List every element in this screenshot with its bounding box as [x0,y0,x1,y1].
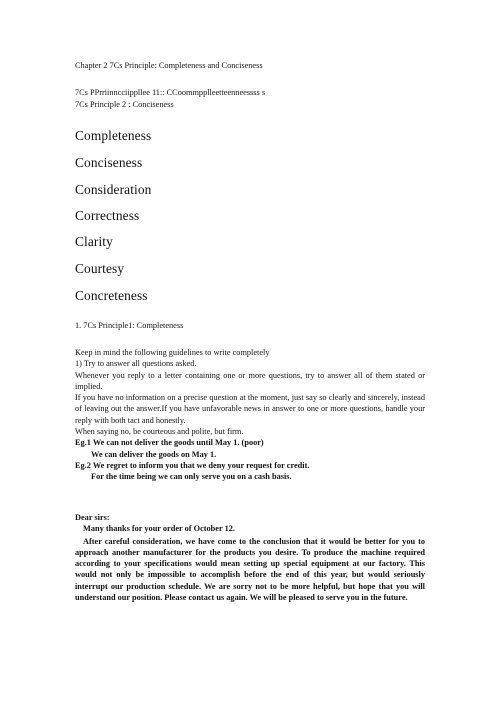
answer-all-paragraph: Whenever you reply to a letter containing one or more questions, try to answer all of them stated or implied. [75,370,425,391]
seven-cs-item-conciseness: Conciseness [75,155,143,170]
example-1-improved: We can deliver the goods on May 1. [91,449,217,459]
seven-cs-item-clarity: Clarity [75,234,113,249]
letter-salutation: Dear sirs: [75,513,110,522]
seven-cs-item-completeness: Completeness [75,128,152,143]
guideline-1: 1) Try to answer all questions asked. [75,359,197,369]
seven-cs-item-correctness: Correctness [75,208,140,223]
seven-cs-item-consideration: Consideration [75,182,152,197]
letter-first-line: Many thanks for your order of October 12. [83,524,235,534]
section-1-heading: 1. 7Cs Principle1: Completeness [75,321,184,330]
seven-cs-item-concreteness: Concreteness [75,288,148,303]
letter-body: After careful consideration, we have come to the conclusion that it would be better for you to approach another manufacturer for the products you desire. To produce the machine required according to your specifications would mean setting up special equipment at our factory. This would not only be impossible to accomplish before the end of this year, but would seriously interrupt our production schedule. We are sorry not to be more helpful, but hope that you will understand our position. Please contact us again. We will be pleased to serve you in the future. [75,536,425,603]
example-1: Eg.1 We can not deliver the goods until May 1. (poor) [75,438,264,448]
garbled-principle-line: 7Cs PPrriinncciippllee 11:: CCoommpplleetteenneessss s [75,88,266,97]
saying-no-paragraph: When saying no, be courteous and polite, but firm. [75,427,244,437]
no-information-paragraph: If you have no information on a precise question at the moment, just say so clearly and sincerely, instead of leaving out the answer.If you have unfavorable news in answer to one or more questions, handle your reply with both tact and honestly. [75,393,425,425]
sample-letter [75,512,425,603]
example-2: Eg.2 We regret to inform you that we deny your request for credit. [75,460,310,470]
seven-cs-item-courtesy: Courtesy [75,261,125,276]
guidelines-intro: Keep in mind the following guidelines to write completely [75,348,270,357]
example-2-improved: For the time being we can only serve you on a cash basis. [91,472,292,482]
section-1-body [75,347,425,483]
principle-2-line: 7Cs Principle 2 : Conciseness [75,100,174,109]
chapter-title: Chapter 2 7Cs Principle: Completeness and Conciseness [75,61,263,70]
